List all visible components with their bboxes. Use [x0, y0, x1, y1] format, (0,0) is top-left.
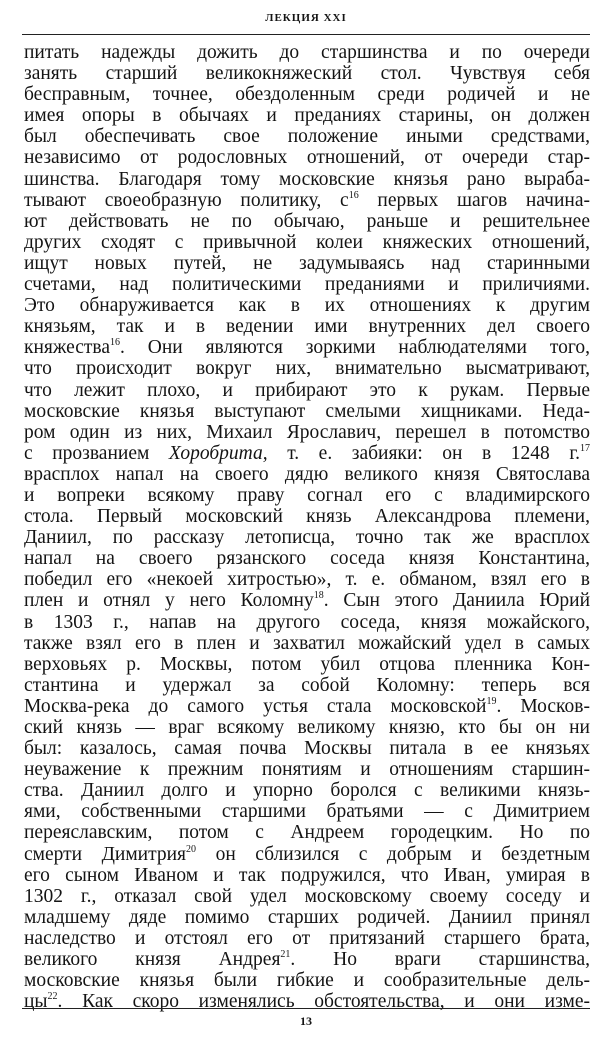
text-line: $цы^{22}$. Как скоро изменялись обстоятельства, и они изме- — [24, 991, 590, 1013]
footnote-ref: 19 — [486, 695, 497, 707]
text-line: ищут новых путей, не задумываясь над старинными — [24, 252, 590, 274]
text-line: счетами, над политическими преданиями и приличиями. — [24, 274, 590, 296]
text-line: Это обнаруживается как в их отношениях к другим — [24, 295, 590, 317]
footnote-ref: 20 — [186, 843, 197, 855]
footnote-ref: 22 — [47, 991, 58, 1003]
footnote-ref: 16 — [348, 189, 359, 201]
text-line: князьям, так и в ведении ими внутренних дел своего — [24, 316, 590, 338]
text-line: его сыном Иваном и так подружился, что Иван, умирая в — [24, 864, 590, 886]
text-line: ский князь — враг всякому великому князю, кто бы он ни — [24, 717, 590, 738]
text-line: независимо от родословных отношений, от очереди стар- — [24, 147, 590, 169]
text-line: занять старший великокняжеский стол. Чувствуя себя — [24, 63, 590, 85]
text-line: был: казалось, самая почва Москвы питала в ее князьях — [24, 738, 590, 760]
text-line: других сходят с привычной колеи княжеских отношений, — [24, 231, 590, 253]
text-line: верховьях р. Москвы, потом убил отцова пленника Кон- — [24, 653, 590, 675]
text-line: напал на своего рязанского соседа князя Константина, — [24, 548, 590, 570]
text-line: врасплох напал на своего дядю великого князя Святослава — [24, 463, 590, 485]
text-line: с прозванием Хоробрита, т. е. забияки: он в 1248 г.$^{17}$ — [24, 442, 590, 464]
text-line: Даниил, по рассказу летописца, точно так же врасплох — [24, 527, 590, 549]
footnote-ref: 17 — [580, 442, 590, 454]
italic-nickname: Хоробрита, — [168, 442, 268, 464]
text-line: был обеспечивать свое положение иными средствами, — [24, 126, 590, 148]
text-line: ства. Даниил долго и упорно боролся с великими князь- — [24, 780, 590, 802]
text-line: ром один из них, Михаил Ярославич, перешел в потомство — [24, 421, 590, 443]
text-line: шинства. Благодаря тому московские князья рано выраба- — [24, 168, 590, 190]
text-line: в 1303 г., напав на другого соседа, князя можайского, — [24, 611, 590, 633]
text-line: что лежит плохо, и прибирают это к рукам. Первые — [24, 379, 590, 401]
text-line: переяславским, потом с Андреем городецким. Но по — [24, 822, 590, 844]
text-line: великого князя Андрея$^{21}$. Но враги старшинства, — [24, 949, 590, 971]
text-line: стола. Первый московский князь Александрова племени, — [24, 506, 590, 528]
text-line: также взял его в плен и захватил можайский удел в самых — [24, 632, 590, 654]
text-line: имея опоры в обычаях и преданиях старины, он должен — [24, 105, 590, 127]
text-line: и вопреки всякому праву согнал его с владимирского — [24, 484, 590, 506]
text-line: бесправным, точнее, обездоленным среди родичей и не — [24, 84, 590, 106]
text-line: тывают своеобразную политику, $с^{16}$ первых шагов начина- — [24, 189, 591, 211]
text-line: плен и отнял у него Коломну$^{18}$. Сын этого Даниила Юрий — [24, 590, 591, 612]
text-line: наследство и отстоял его от притязаний старшего брата, — [24, 927, 590, 949]
text-line: младшему дяде помимо старших родичей. Даниил принял — [24, 906, 590, 928]
footnote-ref: 18 — [313, 590, 324, 602]
body-text — [24, 42, 590, 1012]
footnote-ref: 21 — [280, 949, 291, 961]
header-rule — [22, 34, 590, 35]
text-line: княжества$^{16}$. Они являются зоркими наблюдателями того, — [24, 337, 590, 359]
text-line: неуважение к прежним понятиям и отношениям старшин- — [24, 759, 590, 781]
text-line: смерти Димитрия$^{20}$ он сблизился с добрым и бездетным — [24, 843, 591, 865]
footer-rule — [22, 1008, 590, 1009]
running-title: ЛЕКЦИЯ XXI — [265, 12, 347, 24]
text-line: 1302 г., отказал свой удел московскому своему соседу и — [24, 885, 590, 907]
text-line: ями, собственными старшими братьями — с Димитрием — [24, 801, 590, 823]
text-line: московские князья выступают смелыми хищниками. Неда- — [24, 400, 590, 422]
text-line: стантина и удержал за собой Коломну: теперь вся — [24, 674, 590, 696]
text-line: что происходит вокруг них, внимательно высматривают, — [24, 358, 590, 380]
text-line: московские князья были гибкие и сообразительные дель- — [24, 970, 590, 992]
text-line: ют действовать не по обычаю, раньше и решительнее — [24, 210, 590, 232]
text-line: Москва-река до самого устья стала московской$^{19}$. Москов- — [24, 695, 590, 717]
text-line: питать надежды дожить до старшинства и по очереди — [24, 42, 590, 63]
text-line: победил его «некоей хитростью», т. е. обманом, взял его в — [24, 569, 590, 591]
page-number: 13 — [300, 1014, 312, 1028]
footnote-ref: 16 — [110, 337, 121, 349]
